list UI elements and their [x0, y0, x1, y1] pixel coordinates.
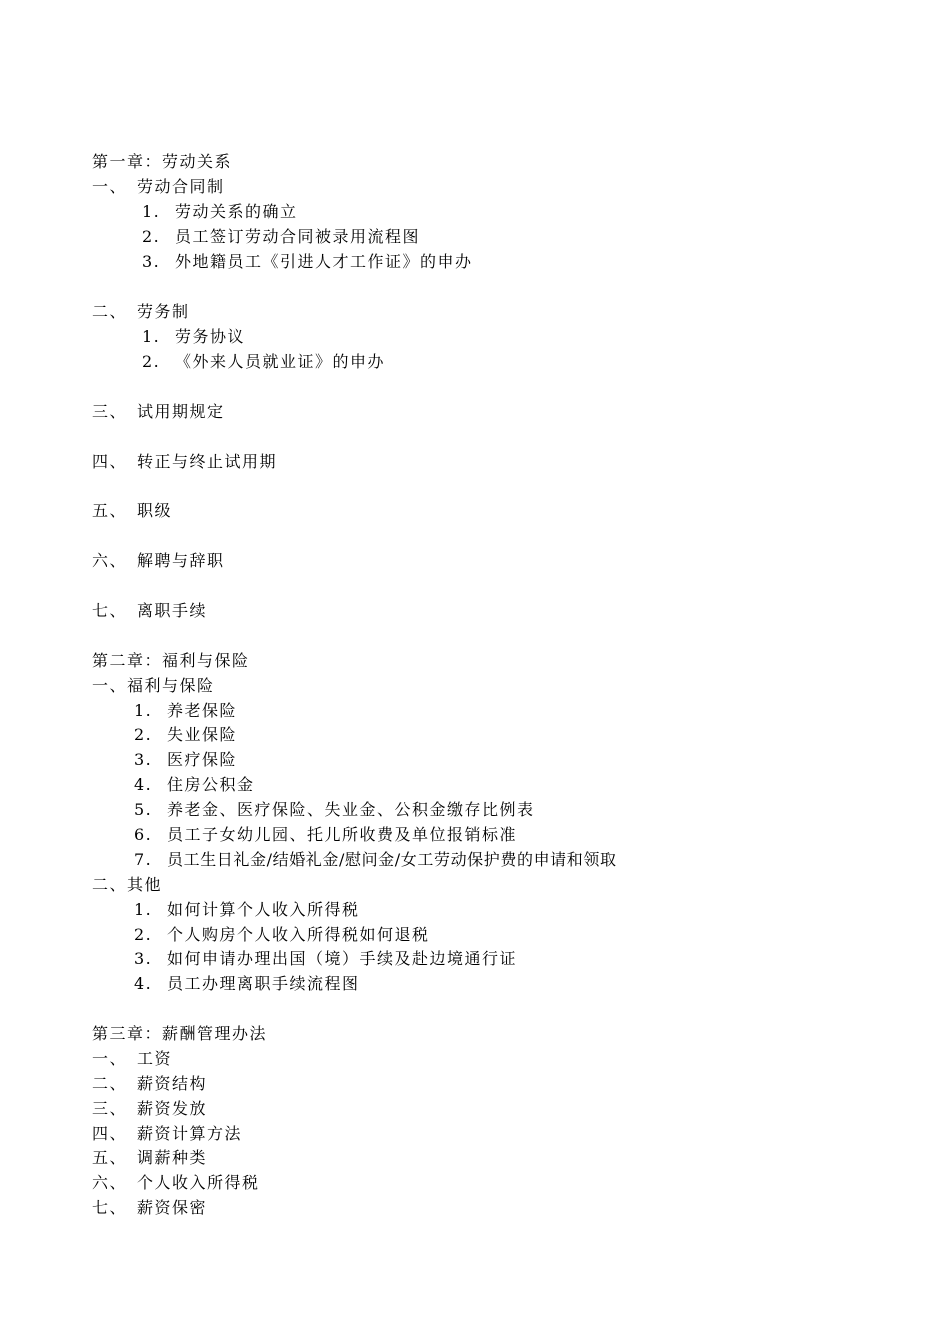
document-page: 第一章：劳动关系 一、 劳动合同制 1. 劳动关系的确立 2. 员工签订劳动合同被录用流程图 3. 外地籍员工《引进人才工作证》的申办 二、 劳务制 1. 劳务协议 2. 《外来人员就业证》的申办 三、 试用期规定 四、 转正与终止试用期 五、 职级 六、 解聘与辞职 七、 离职手续 第二章：福利与保险 一、福利与保险 1. 养老保险 2. 失业保险 3. 医疗保险 4. 住房公积金 5. 养老金、医疗保险、失业金、公积金缴存比例表 6. 员工子女幼儿园、托儿所收费及单位报销标准 7. 员工生日礼金/结婚礼金/慰问金/女工劳动保护费的申请和领取 二、其他 1. 如何计算个人收入所得税 2. 个人购房个人收入所得税如何退税 3. 如何申请办理出国（境）手续及赴边境通行证 4. 员工办理离职手续流程图 第三章：薪酬管理办法 一、 工资 二、 薪资结构 三、 薪资发放 四、 薪资计算方法 五、 调薪种类 六、 个人收入所得税 七、 薪资保密 — [92, 152, 617, 1217]
